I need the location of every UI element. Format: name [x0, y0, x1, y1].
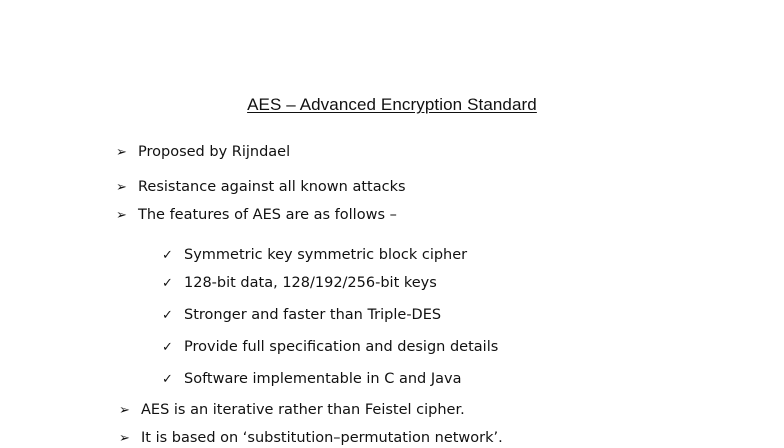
bullet-item: [119, 429, 503, 448]
bullet-text: It is based on ‘substitution–permutation network’.: [141, 430, 503, 446]
feature-item: [162, 338, 498, 357]
checkmark-icon: ✓: [162, 372, 173, 387]
bullet-item: [119, 401, 465, 420]
bullet-text: The features of AES are as follows –: [138, 207, 397, 223]
arrow-bullet-icon: ➢: [116, 145, 127, 160]
bullet-item: [116, 206, 397, 225]
feature-item: [162, 306, 441, 325]
document-title: AES – Advanced Encryption Standard: [247, 95, 537, 114]
feature-text: 128-bit data, 128/192/256-bit keys: [184, 275, 437, 291]
arrow-bullet-icon: ➢: [119, 403, 130, 418]
feature-item: [162, 274, 437, 293]
checkmark-icon: ✓: [162, 340, 173, 355]
feature-text: Symmetric key symmetric block cipher: [184, 247, 468, 263]
arrow-bullet-icon: ➢: [116, 208, 127, 223]
bullet-text: AES is an iterative rather than Feistel cipher.: [141, 402, 465, 418]
checkmark-icon: ✓: [162, 276, 173, 291]
feature-text: Stronger and faster than Triple-DES: [184, 307, 442, 323]
checkmark-icon: ✓: [162, 308, 173, 323]
bullet-text: Resistance against all known attacks: [138, 179, 406, 195]
arrow-bullet-icon: ➢: [119, 431, 130, 446]
feature-item: [162, 370, 461, 389]
feature-item: [162, 246, 467, 265]
bullet-item: [116, 143, 290, 162]
feature-text: Software implementable in C and Java: [184, 371, 462, 387]
bullet-text: Proposed by Rijndael: [138, 144, 291, 160]
bullet-item: [116, 178, 406, 197]
arrow-bullet-icon: ➢: [116, 180, 127, 195]
checkmark-icon: ✓: [162, 248, 173, 263]
feature-text: Provide full specification and design details: [184, 339, 499, 355]
